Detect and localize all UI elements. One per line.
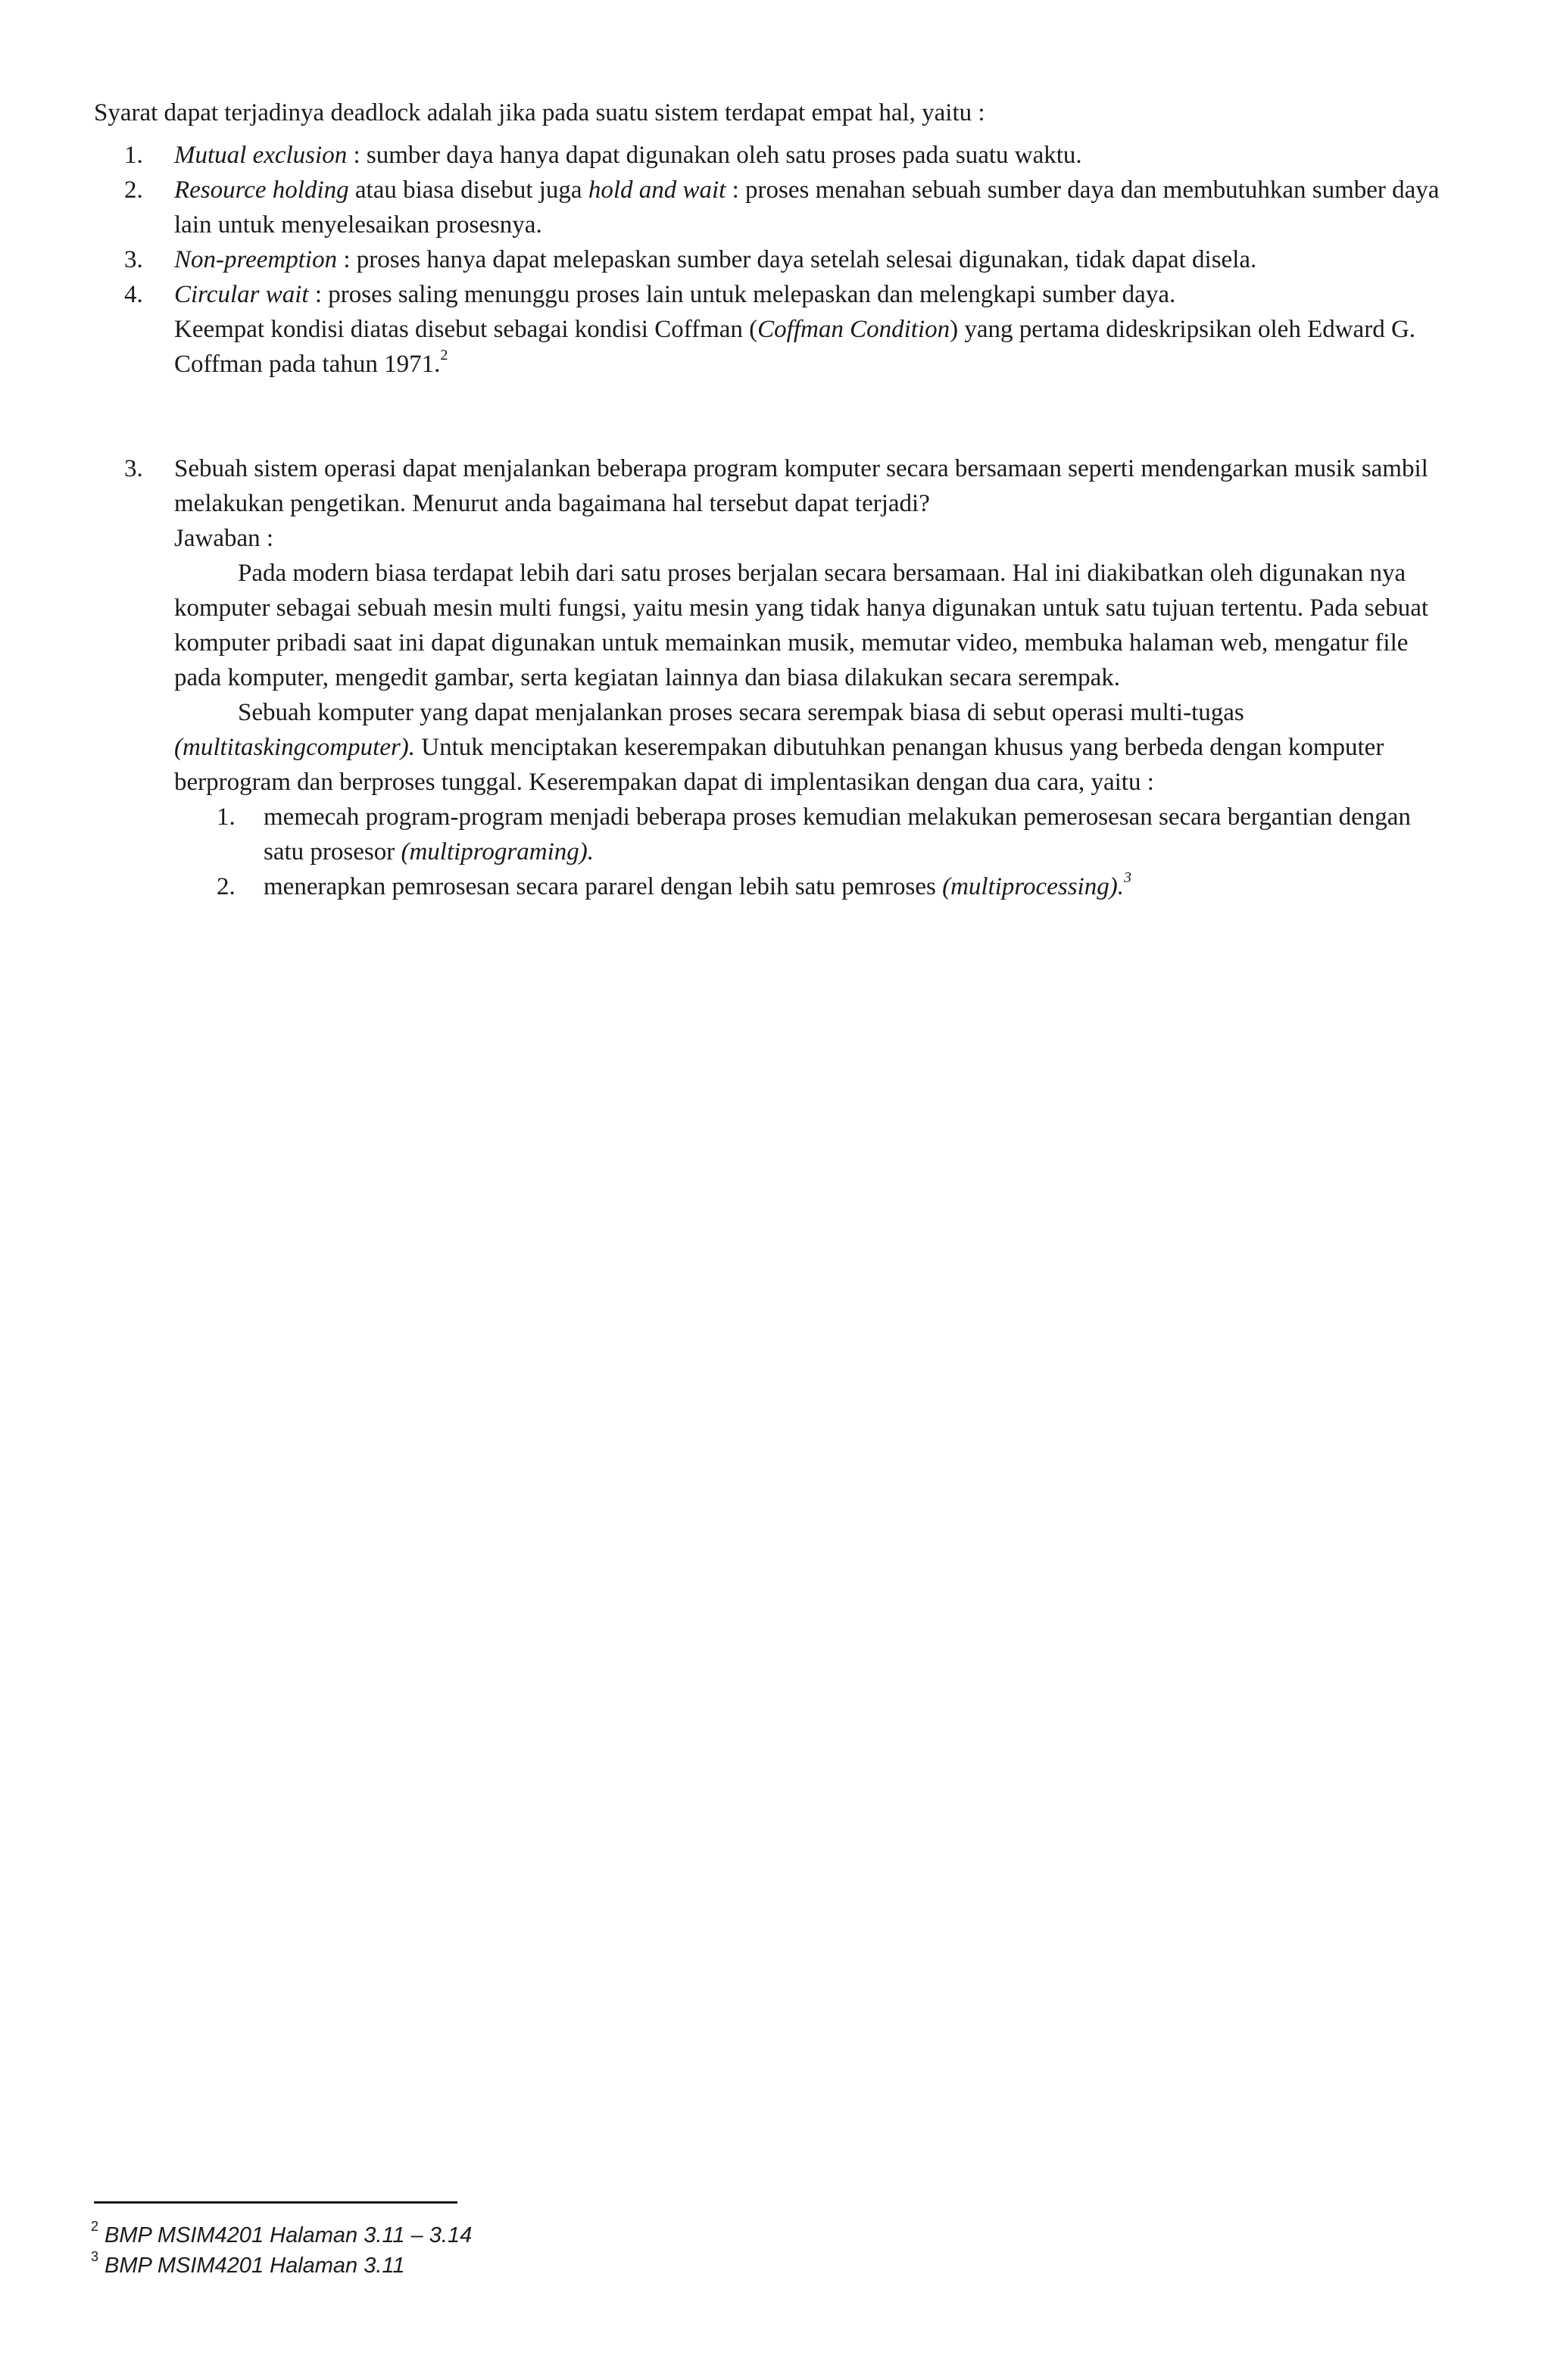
way-text: memecah program-program menjadi beberapa proses kemudian melakukan pemerosesan secara bergantian dengan satu prosesor: [264, 803, 1411, 866]
list-item: [94, 800, 1457, 869]
condition-term-alt: hold and wait: [588, 176, 726, 204]
list-item: [94, 173, 1457, 242]
list-number: 2.: [217, 873, 236, 900]
condition-text: : proses hanya dapat melepaskan sumber daya setelah selesai digunakan, tidak dapat disela.: [337, 246, 1257, 273]
question-number: 3.: [124, 455, 143, 482]
condition-term: Circular wait: [174, 281, 309, 308]
footnote-text: BMP MSIM4201 Halaman 3.11 – 3.14: [105, 2223, 473, 2247]
way-term: (multiprocessing).: [942, 873, 1124, 900]
condition-term: Non-preemption: [174, 246, 338, 273]
footnote-number: 3: [91, 2249, 99, 2265]
footnote-number: 2: [91, 2219, 99, 2235]
condition-text: atau biasa disebut juga: [348, 176, 588, 204]
footnote-separator: [94, 2201, 457, 2204]
document-body: [94, 95, 1457, 904]
footnote-ref: 2: [440, 347, 448, 363]
paragraph-term: (multitaskingcomputer).: [174, 734, 416, 761]
answer-paragraph-2: [174, 695, 1457, 800]
coffman-term: Coffman Condition: [757, 316, 950, 343]
deadlock-conditions-list: [94, 138, 1457, 312]
condition-text: : sumber daya hanya dapat digunakan oleh satu proses pada suatu waktu.: [347, 142, 1082, 169]
list-item: [94, 138, 1457, 173]
way-term: (multiprograming).: [401, 838, 594, 866]
condition-text: : proses menahan sebuah sumber daya dan membutuhkan sumber daya lain untuk menyelesaikan prosesnya.: [174, 176, 1440, 239]
way-text: menerapkan pemrosesan secara pararel dengan lebih satu pemroses: [264, 873, 943, 900]
list-number: 4.: [124, 281, 143, 308]
answer-paragraph-1: Pada modern biasa terdapat lebih dari satu proses berjalan secara bersamaan. Hal ini diakibatkan oleh digunakan nya komputer sebagai sebuah mesin multi fungsi, yaitu mesin yang tidak hanya digunakan untuk satu tujuan tertentu. Pada sebuat komputer pribadi saat ini dapat digunakan untuk memainkan musik, memutar video, membuka halaman web, mengatur file pada komputer, mengedit gambar, serta kegiatan lainnya dan biasa dilakukan secara serempak.: [174, 560, 1429, 691]
list-number: 3.: [124, 246, 143, 273]
condition-term: Resource holding: [174, 176, 349, 204]
list-number: 1.: [124, 142, 143, 169]
coffman-text: ) yang pertama dideskripsikan oleh Edward G. Coffman pada tahun 1971.: [174, 316, 1416, 378]
coffman-note: [94, 312, 1457, 382]
intro-paragraph: Syarat dapat terjadinya deadlock adalah jika pada suatu sistem terdapat empat hal, yaitu :: [94, 99, 985, 126]
question-text: Sebuah sistem operasi dapat menjalankan beberapa program komputer secara bersamaan seperti mendengarkan musik sambil melakukan pengetikan. Menurut anda bagaimana hal tersebut dapat terjadi?: [174, 455, 1428, 517]
list-item: [94, 242, 1457, 277]
condition-text: : proses saling menunggu proses lain untuk melepaskan dan melengkapi sumber daya.: [308, 281, 1176, 308]
footnote-text: BMP MSIM4201 Halaman 3.11: [105, 2254, 405, 2278]
question-3: [94, 451, 1457, 800]
list-item: [94, 277, 1457, 312]
footnote: [91, 2220, 472, 2251]
footnotes: [91, 2220, 472, 2281]
answer-label: Jawaban :: [174, 525, 274, 552]
coffman-text: Keempat kondisi diatas disebut sebagai kondisi Coffman (: [174, 316, 758, 343]
paragraph-text: Untuk menciptakan keserempakan dibutuhkan penangan khusus yang berbeda dengan komputer berprogram dan berproses tunggal. Keserempakan dapat di implentasikan dengan dua cara, yaitu :: [174, 734, 1384, 796]
footnote: [91, 2251, 472, 2281]
condition-term: Mutual exclusion: [174, 142, 348, 169]
list-number: 2.: [124, 176, 143, 204]
footnote-ref: 3: [1123, 869, 1131, 886]
list-number: 1.: [217, 803, 236, 831]
concurrency-ways-list: [94, 800, 1457, 904]
paragraph-text: Sebuah komputer yang dapat menjalankan proses secara serempak biasa di sebut operasi multi-tugas: [238, 699, 1244, 726]
list-item: [94, 869, 1457, 904]
